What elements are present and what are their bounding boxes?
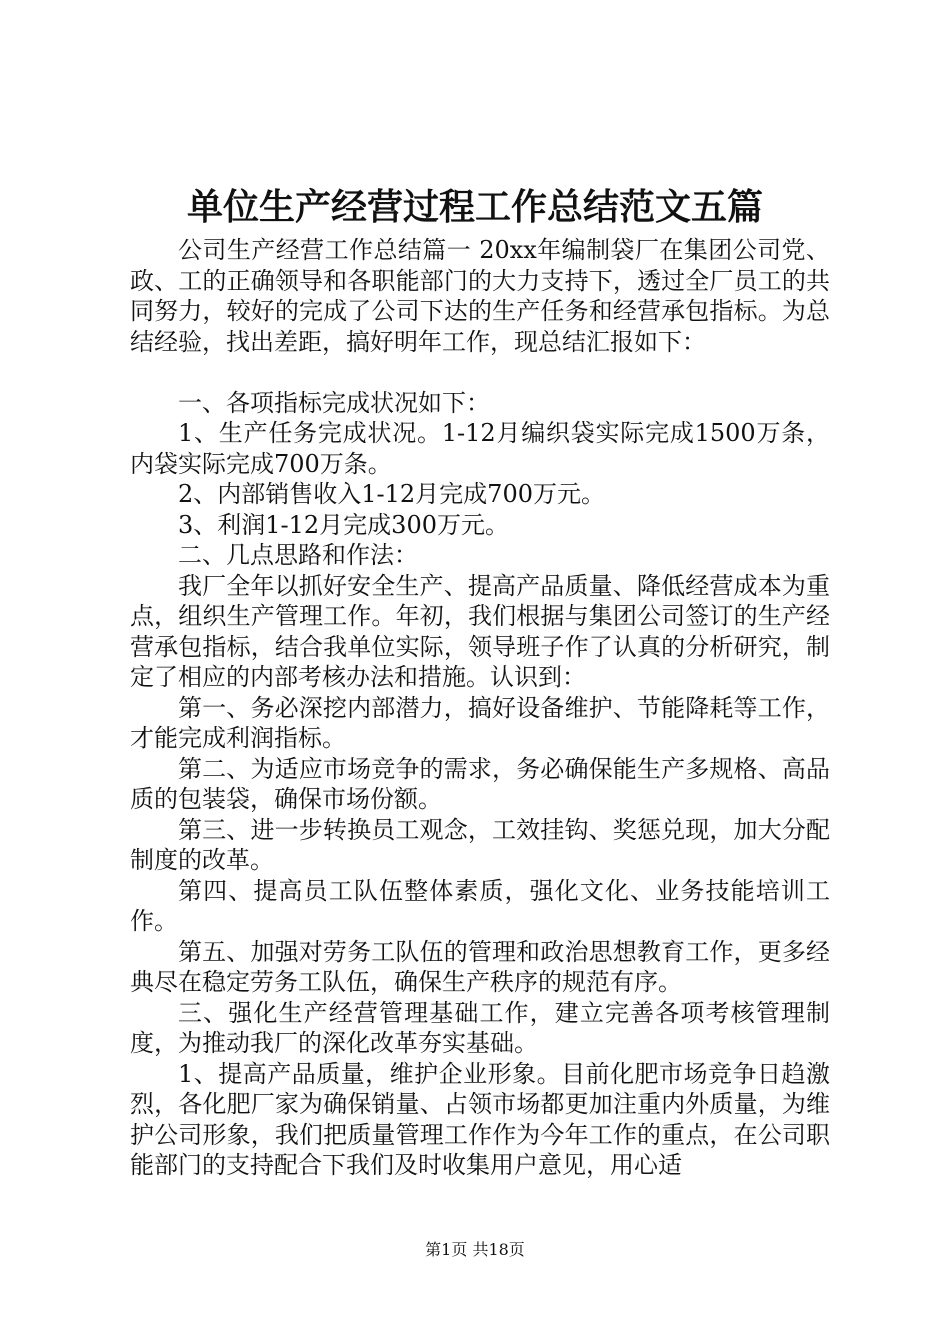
paragraph: 第三、进一步转换员工观念，工效挂钩、奖惩兑现，加大分配制度的改革。 [130, 815, 830, 874]
paragraph: 3、利润1-12月完成300万元。 [178, 510, 509, 539]
paragraph: 第二、为适应市场竞争的需求，务必确保能生产多规格、高品质的包装袋，确保市场份额。 [130, 754, 830, 813]
paragraph: 一、各项指标完成状况如下： [178, 388, 490, 417]
paragraph: 1、生产任务完成状况。1-12月编织袋实际完成1500万条，内袋实际完成700万条。 [130, 419, 830, 478]
paragraph: 2、内部销售收入1-12月完成700万元。 [178, 480, 605, 508]
paragraph: 我厂全年以抓好安全生产、提高产品质量、降低经营成本为重点，组织生产管理工作。年初，我们根据与集团公司签订的生产经营承包指标，结合我单位实际，领导班子作了认真的分析研究，制定了相应的内部考核办法和措施。认识到： [130, 571, 830, 691]
paragraph: 第四、提高员工队伍整体素质，强化文化、业务技能培训工作。 [130, 876, 830, 935]
paragraph: 第五、加强对劳务工队伍的管理和政治思想教育工作，更多经典尽在稳定劳务工队伍，确保生产秩序的规范有序。 [130, 937, 830, 996]
document-title: 单位生产经营过程工作总结范文五篇 [186, 186, 763, 228]
page-footer: 第1页 共18页 [425, 1240, 525, 1259]
paragraph: 公司生产经营工作总结篇一 20xx年编制袋厂在集团公司党、政、工的正确领导和各职能部门的大力支持下，透过全厂员工的共同努力，较好的完成了公司下达的生产任务和经营承包指标。为总结经验，找出差距，搞好明年工作，现总结汇报如下： [130, 236, 830, 356]
paragraph: 三、强化生产经营管理基础工作，建立完善各项考核管理制度，为推动我厂的深化改革夯实基础。 [130, 998, 830, 1057]
paragraph: 二、几点思路和作法： [178, 541, 418, 569]
blank-line [130, 357, 830, 388]
paragraph: 1、提高产品质量，维护企业形象。目前化肥市场竞争日趋激烈，各化肥厂家为确保销量、占领市场都更加注重内外质量，为维护公司形象，我们把质量管理工作作为今年工作的重点，在公司职能部门的支持配合下我们及时收集用户意见，用心适 [130, 1059, 830, 1179]
document-body [130, 235, 830, 1181]
paragraph: 第一、务必深挖内部潜力，搞好设备维护、节能降耗等工作，才能完成利润指标。 [130, 693, 830, 752]
